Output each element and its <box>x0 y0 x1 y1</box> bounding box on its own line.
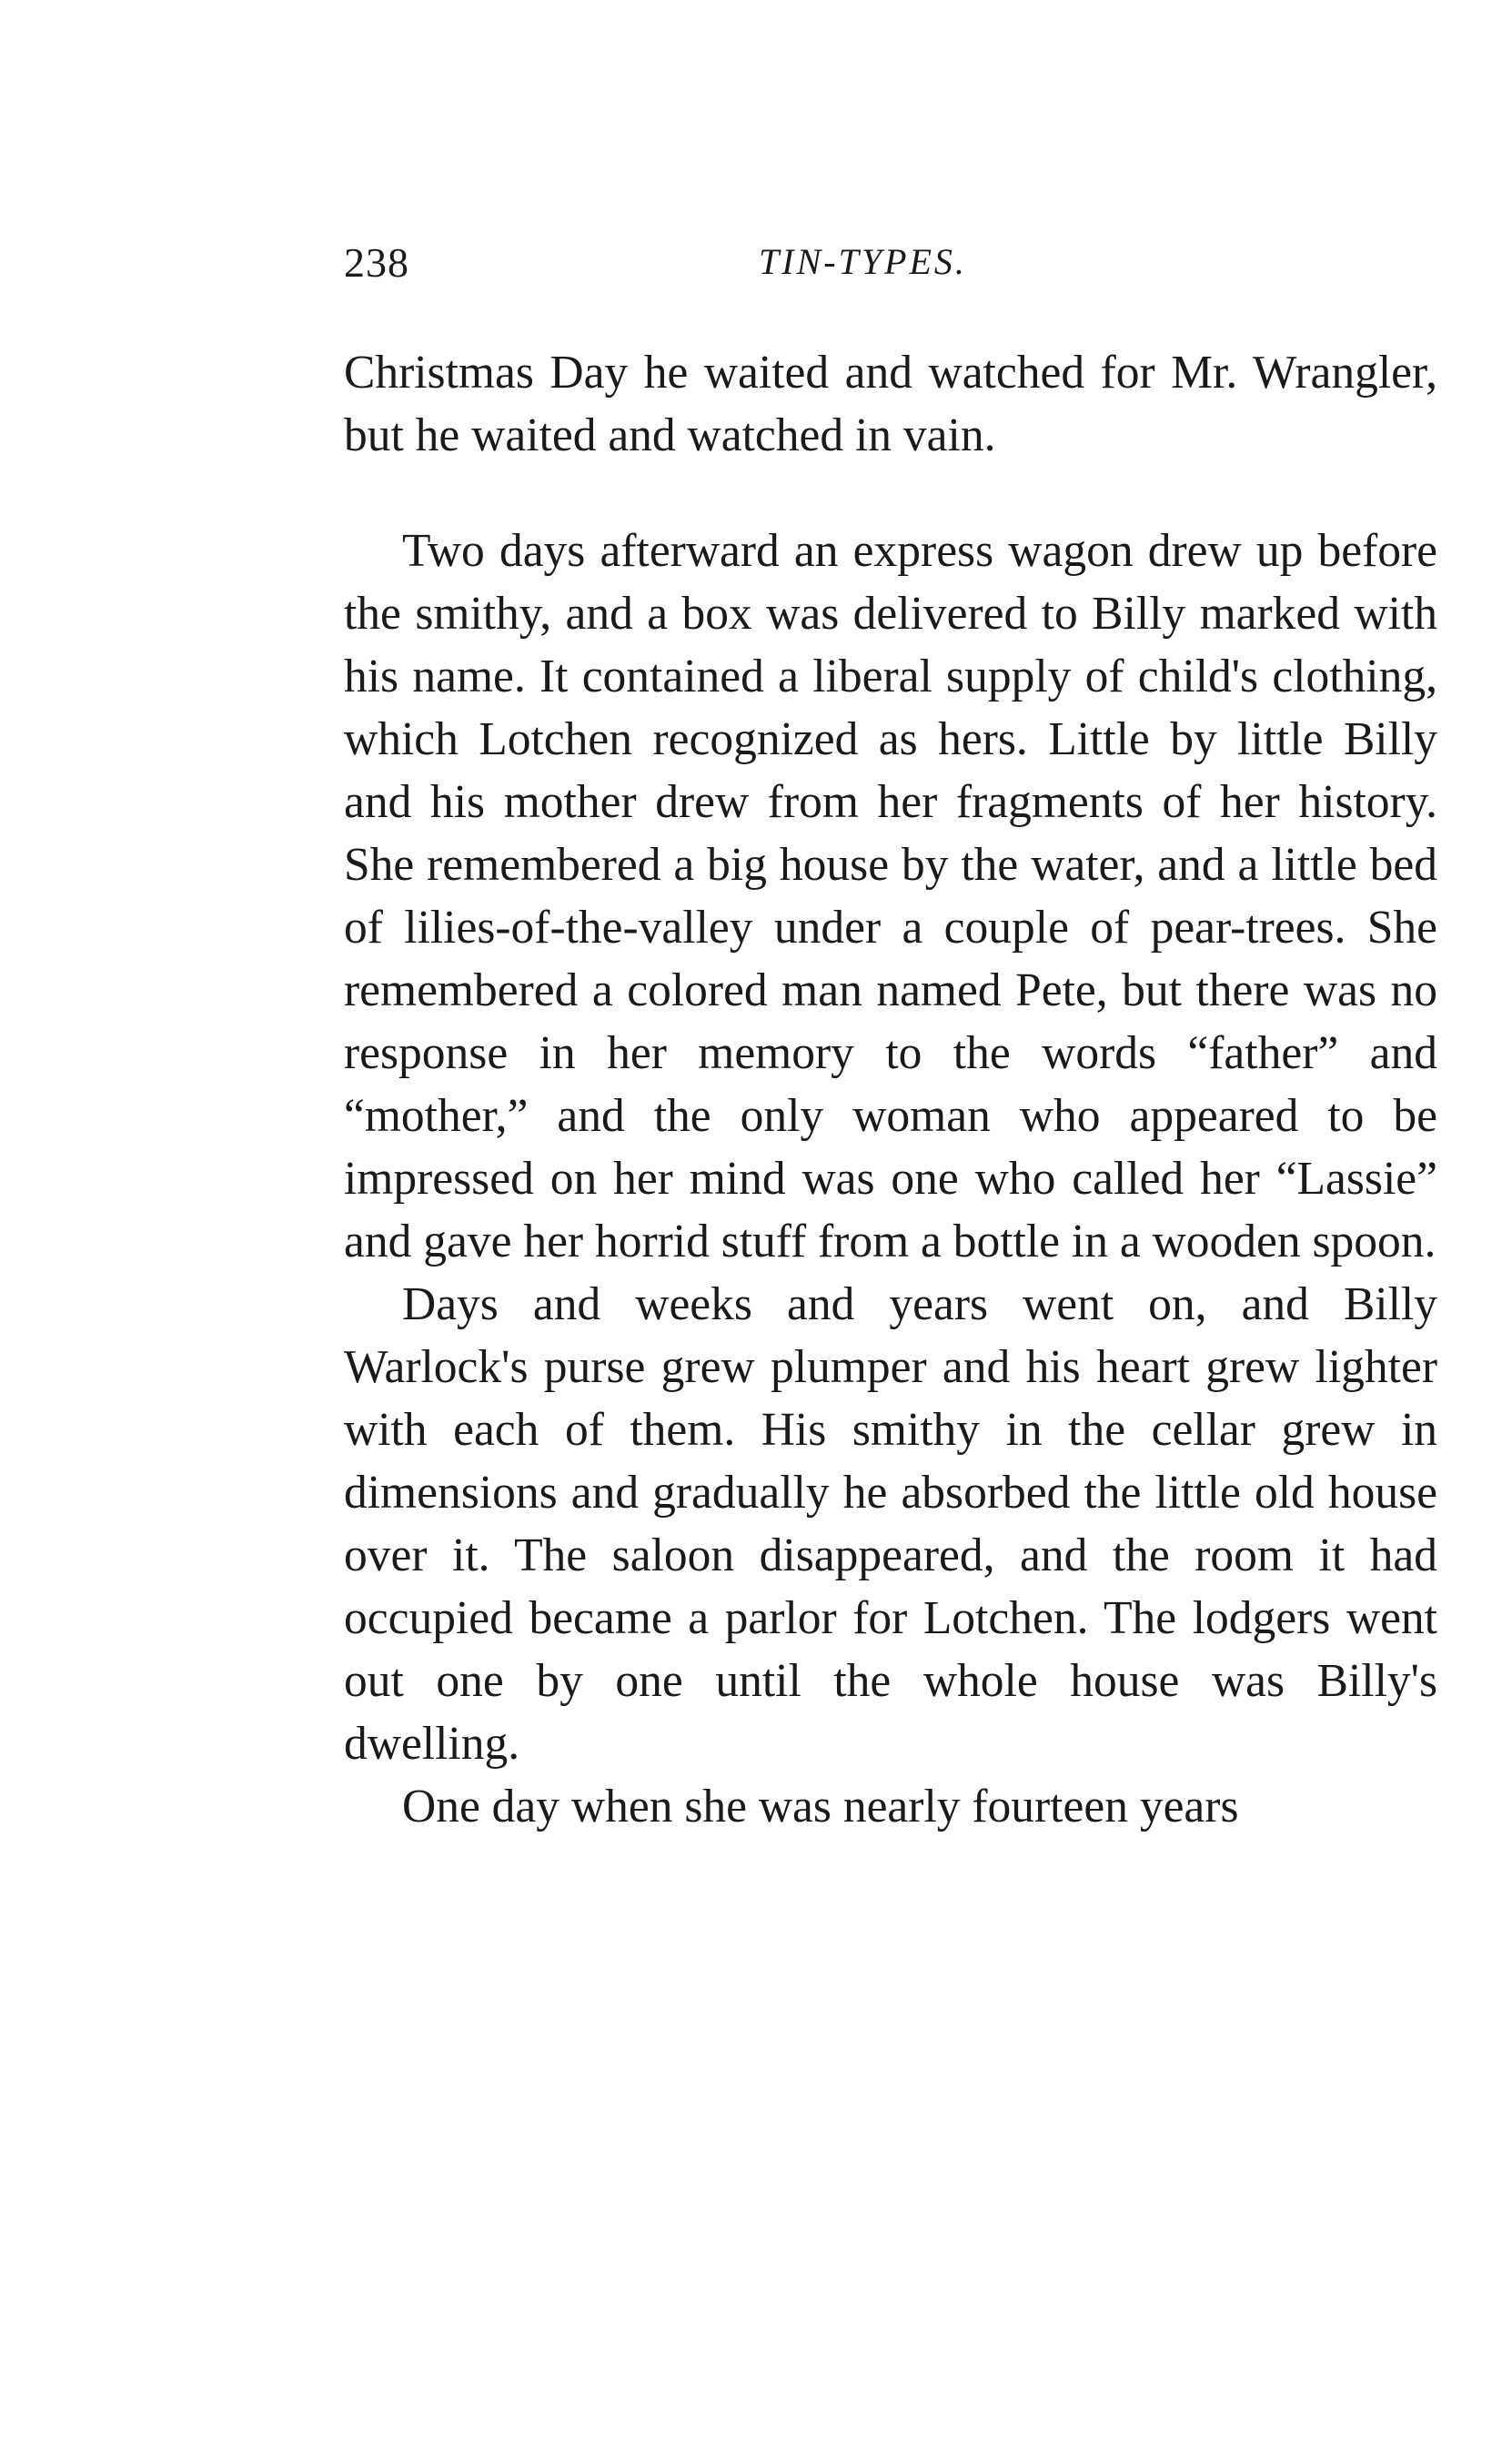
paragraph-express-wagon: Two days afterward an express wagon drew up before the smithy, and a box was delivered to Billy marked with his name. It contained a liberal supply of child's clothing, which Lotchen recognized as hers. Little by little Billy and his mother drew from her fragments of her history. She remembered a big house by the water, and a little bed of lilies-of-the-valley under a couple of pear-trees. She remembered a colored man named Pete, but there was no response in her memory to the words “father” and “mother,” and the only woman who appeared to be impressed on her mind was one who called her “Lassie” and gave her horrid stuff from a bottle in a wooden spoon. <box>344 525 1437 1267</box>
running-title: TIN-TYPES. <box>759 241 967 282</box>
paragraph-continuation: Christmas Day he waited and watched for Mr. Wrangler, but he waited and watched in vain. <box>344 347 1437 461</box>
paragraph-days-and-weeks: Days and weeks and years went on, and Billy Warlock's purse grew plumper and his heart grew lighter with each of them. His smithy in the cellar grew in dimensions and gradually he absorbed the little old house over it. The saloon disappeared, and the room it had occupied became a parlor for Lotchen. The lodgers went out one by one until the whole house was Billy's dwelling. <box>344 1278 1437 1770</box>
page-number: 238 <box>344 239 409 286</box>
paragraph-one-day: One day when she was nearly fourteen years <box>402 1781 1239 1832</box>
body-text <box>344 341 1437 1838</box>
running-head <box>344 238 1419 293</box>
